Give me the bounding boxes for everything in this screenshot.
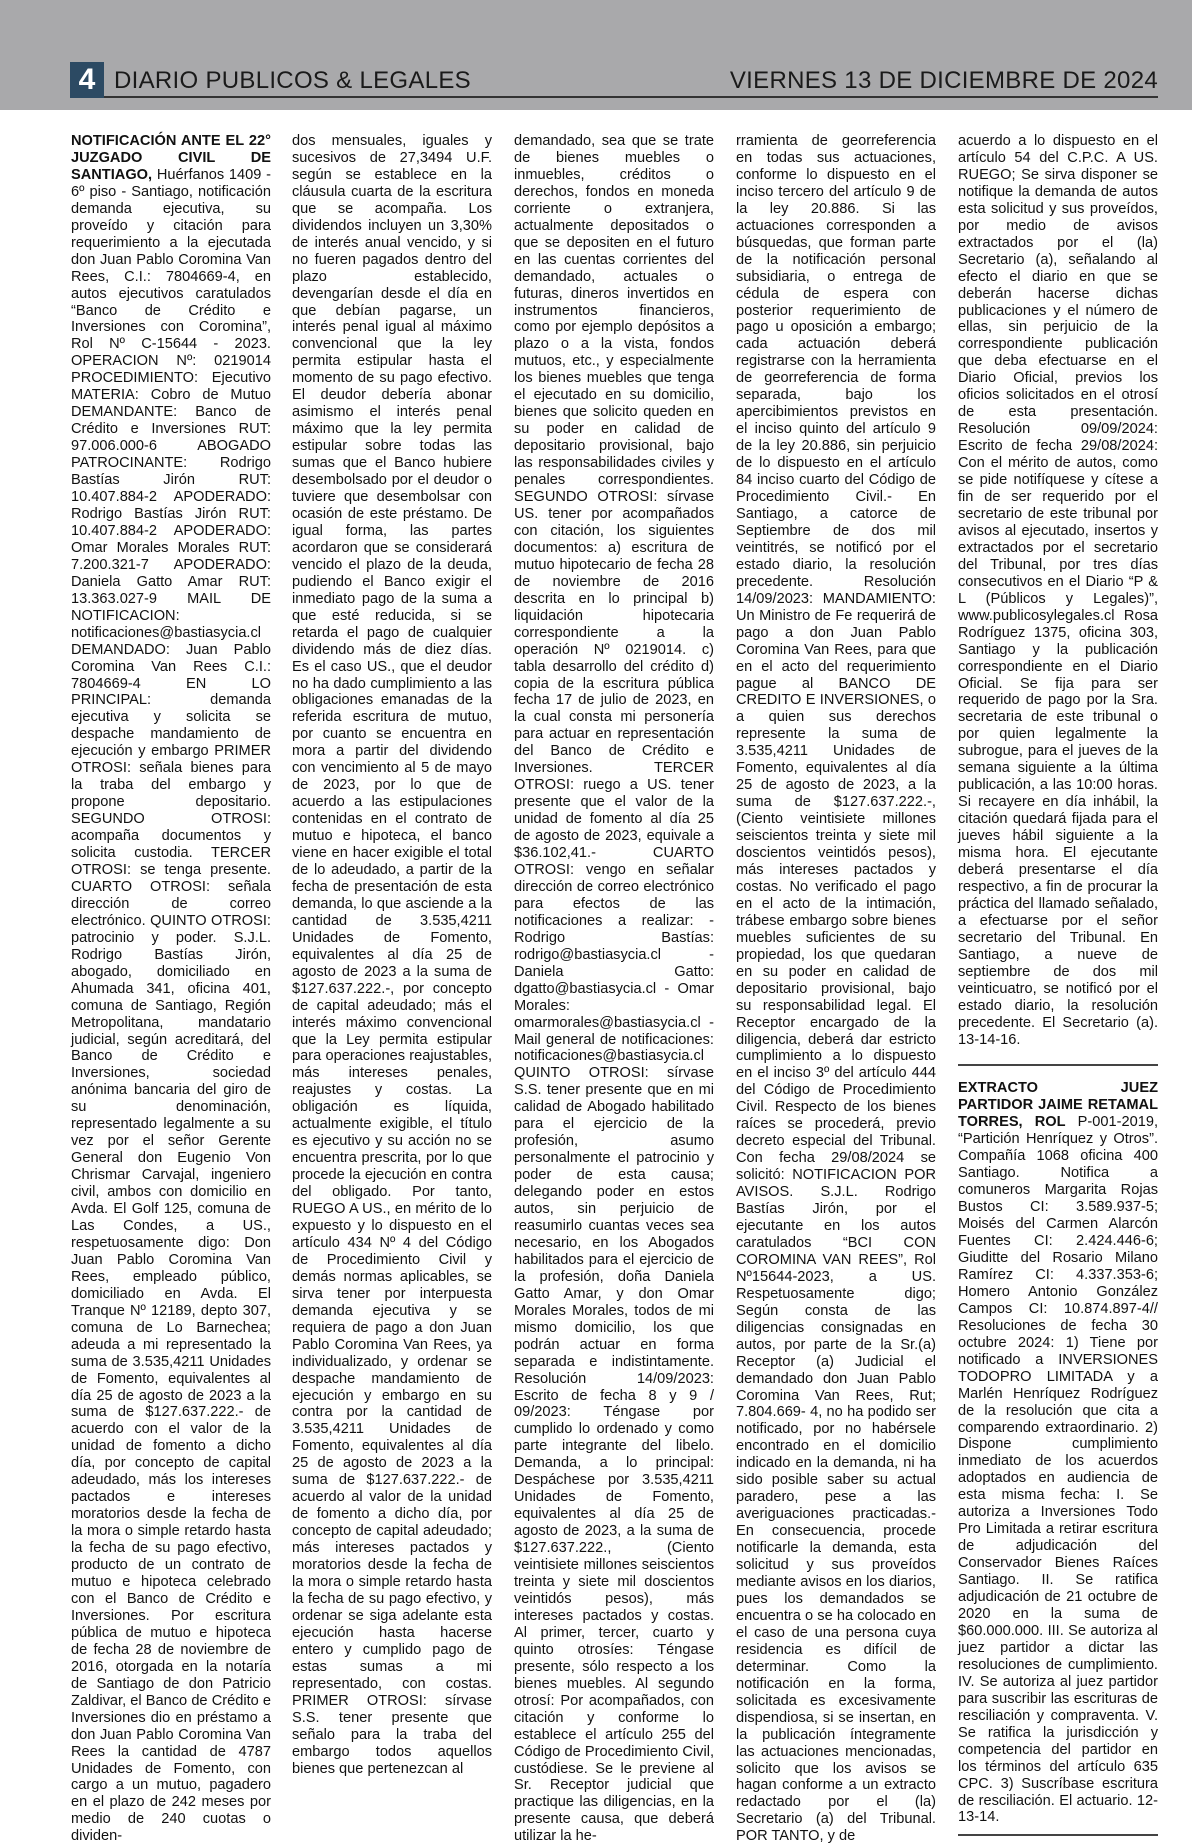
column-5 [958,133,1158,1826]
extracto-text: P-001-2019, “Partición Henríquez y Otros”. Compañía 1068 oficina 400 Santiago. Notifica a comuneros Margarita Rojas Bustos CI: 3.589.937-5; Moisés del Carmen Alarcón Fuentes CI: 2.424.446-6; Giuditte del Rosario Milano Ramírez CI: 4.337.353-6; Homero Antonio González Campos CI: 10.874.897-4// Resoluciones de fecha 30 octubre 2024: 1) Tiene por notificado a INVERSIONES TODOPRO LIMITADA y a Marlén Henríquez Rodríguez de la resolución que cita a comparendo extraordinario. 2) Dispone cumplimiento inmediato de los acuerdos adoptados en audiencia de esta misma fecha: I. Se autoriza a Inversiones Todo Pro Limitada a retirar escritura de adjudicación del Conservador Bienes Raíces Santiago. II. Se ratifica adjudicación de 21 octubre de 2020 en la suma de $60.000.000. III. Se autoriza al juez partidor a dictar las resoluciones de cumplimiento. IV. Se autoriza al juez partidor para suscribir las escrituras de resciliación y compraventa. V. Se ratifica la jurisdicción y competencia del partidor en los términos del artículo 635 CPC. 3) Suscríbase escritura de resciliación. El actuario. 12-13-14. [958,1114,1158,1826]
notice-text-cont: acuerdo a lo dispuesto en el artículo 54 del C.P.C. A US. RUEGO; Se sirva disponer se notifique la demanda de autos esta solicitud y sus proveídos, por medio de avisos extractados por el (la) Secretario (a), señalando al efecto el diario en que se deberán hacerse dichas publicaciones y el número de ellas, sin perjuicio de la correspondiente publicación que deba efectuarse en el Diario Oficial, previos los oficios solicitados en el otrosí de esta presentación. Resolución 09/09/2024: Escrito de fecha 29/08/2024: Con el mérito de autos, como se pide notifíquese y cítese a fin de ser requerido por el secretario de este tribunal por avisos al ejecutado, insertos y extractados por el secretario del Tribunal, por tres días consecutivos en el Diario “P & L (Públicos y Legales)”, www.publicosylegales.cl Rosa Rodríguez 1375, oficina 303, Santiago y la publicación correspondiente en el Diario Oficial. Se fija para ser requerido de pago por la Sra. secretaria de este tribunal o por quien legalmente la subrogue, para el jueves de la semana siguiente a la última publicación, a las 10:00 horas. Si recayere en día inhábil, la citación quedará fijada para el jueves hábil siguiente a la misma hora. El ejecutante deberá presentarse el día respectivo, a fin de procurar la práctica del llamado señalado, a efectuarse por el señor secretario del Tribunal. En Santiago, a nueve de septiembre de dos mil veinticuatro, se notificó por el estado diario, la resolución precedente. El Secretario (a). 13-14-16. [958,133,1158,1048]
column-2 [292,133,492,1777]
page-number: 4 [70,62,104,98]
notice-heading: NOTIFICACIÓN ANTE EL 22° JUZGADO CIVIL DE SANTIAGO, [71,133,271,183]
notice-paragraph [71,133,271,1845]
notice-text: Huérfanos 1409 - 6º piso - Santiago, notificación demanda ejecutiva, su proveído y citación para requerimiento a la ejecutada don Juan Pablo Coromina Van Rees, C.I.: 7804669-4, en autos ejecutivos caratulados “Banco de Crédito e Inversiones con Coromina”, Rol Nº C-15644 - 2023. OPERACION Nº: 0219014 PROCEDIMIENTO: Ejecutivo MATERIA: Cobro de Mutuo DEMANDANTE: Banco de Crédito e Inversiones RUT: 97.006.000-6 ABOGADO PATROCINANTE: Rodrigo Bastías Jirón RUT: 10.407.884-2 APODERADO: Rodrigo Bastías Jirón RUT: 10.407.884-2 APODERADO: Omar Morales Morales RUT: 7.200.321-7 APODERADO: Daniela Gatto Amar RUT: 13.363.027-9 MAIL DE NOTIFICACION: notificaciones@bastiasycia.cl DEMANDADO: Juan Pablo Coromina Van Rees C.I.: 7804669-4 EN LO PRINCIPAL: demanda ejecutiva y solicita se despache mandamiento de ejecución y embargo PRIMER OTROSI: señala bienes para la traba del embargo y propone depositario. SEGUNDO OTROSI: acompaña documentos y solicita custodia. TERCER OTROSI: se tenga presente. CUARTO OTROSI: señala dirección de correo electrónico. QUINTO OTROSI: patrocinio y poder. S.J.L. Rodrigo Bastías Jirón, abogado, domiciliado en Ahumada 341, oficina 401, comuna de Santiago, Región Metropolitana, mandatario judicial, según acreditará, del Banco de Crédito e Inversiones, sociedad anónima bancaria del giro de su denominación, representado legalmente a su vez por el señor Gerente General don Eugenio Von Chrismar Carvajal, ingeniero civil, ambos con domicilio en Avda. El Golf 125, comuna de Las Condes, a US., respetuosamente digo: Don Juan Pablo Coromina Van Rees, empleado público, domiciliado en Avda. El Tranque Nº 12189, depto 307, comuna de Lo Barnechea; adeuda a mi representado la suma de 3.535,4211 Unidades de Fomento, equivalentes al día 25 de agosto de 2023 a la suma de $127.637.222.- de acuerdo con el valor de la unidad de fomento a dicho día, por concepto de capital adeudado, más los intereses pactados e intereses moratorios desde la fecha de la mora o simple retardo hasta la fecha de su pago efectivo, producto de un contrato de mutuo e hipoteca celebrado con el Banco de Crédito e Inversiones. Por escritura pública de mutuo e hipoteca de fecha 28 de noviembre de 2016, otorgada en la notaría de Santiago de don Patricio Zaldivar, el Banco de Crédito e Inversiones dio en préstamo a don Juan Pablo Coromina Van Rees la cantidad de 4787 Unidades de Fomento, con cargo a un mutuo, pagadero en el plazo de 242 meses por medio de 240 cuotas o dividen- [71,166,271,1845]
column-4 [736,133,936,1845]
notice-text-cont: demandado, sea que se trate de bienes muebles o inmuebles, créditos o derechos, fondos en moneda corriente o extranjera, actualmente depositados o que se depositen en el futuro en las cuentas corrientes del demandado, actuales o futuras, dineros invertidos en instrumentos financieros, como por ejemplo depósitos a plazo o a la vista, fondos mutuos, etc., y especialmente los bienes muebles que tenga el ejecutado en su domicilio, bienes que solicito queden en su poder en calidad de depositario provisional, bajo las responsabilidades civiles y penales correspondientes. SEGUNDO OTROSI: sírvase US. tener por acompañados con citación, los siguientes documentos: a) escritura de mutuo hipotecario de fecha 28 de noviembre de 2016 descrita en lo principal b) liquidación hipotecaria correspondiente a la operación Nº 0219014. c) tabla desarrollo del crédito d) copia de la escritura pública fecha 17 de julio de 2023, en la cual consta mi personería para actuar en representación del Banco de Crédito e Inversiones. TERCER OTROSI: ruego a US. tener presente que el valor de la unidad de fomento al día 25 de agosto de 2023, equivale a $36.102,41.- CUARTO OTROSI: vengo en señalar dirección de correo electrónico para efectos de las notificaciones a realizar: - Rodrigo Bastías: rodrigo@bastiasycia.cl - Daniela Gatto: dgatto@bastiasycia.cl - Omar Morales: omarmorales@bastiasycia.cl - Mail general de notificaciones: notificaciones@bastiasycia.cl QUINTO OTROSI: sírvase S.S. tener presente que en mi calidad de Abogado habilitado para el ejercicio de la profesión, asumo personalmente el patrocinio y poder de esta causa; delegando poder en estos autos, sin perjuicio de reasumirlo cuantas veces sea necesario, en los Abogados habilitados para el ejercicio de la profesión, doña Daniela Gatto Amar, y don Omar Morales Morales, todos de mi mismo domicilio, los que podrán actuar en forma separada e indistintamente. Resolución 14/09/2023: Escrito de fecha 8 y 9 / 09/2023: Téngase por cumplido lo ordenado y como parte integrante del libelo. Demanda, a lo principal: Despáchese por 3.535,4211 Unidades de Fomento, equivalentes al día 25 de agosto de 2023, a la suma de $127.637.222., (Ciento veintisiete millones seiscientos treinta y siete mil doscientos veintidós pesos), más intereses pactados y costas. Al primer, tercer, cuarto y quinto otrosíes: Téngase presente, sólo respecto a los bienes muebles. Al segundo otrosí: Por acompañados, con citación y conforme lo establece el artículo 255 del Código de Procedimiento Civil, custódiese. Se le previene al Sr. Receptor judicial que practique las diligencias, en la presente causa, que deberá utilizar la he- [514,133,714,1845]
extracto-paragraph [958,1080,1158,1826]
notice-text-cont: dos mensuales, iguales y sucesivos de 27,3494 U.F. según se establece en la cláusula cuarta de la escritura que se acompaña. Los dividendos incluyen un 3,30% de interés anual vencido, y si no fueren pagados dentro del plazo establecido, devengarían desde el día en que debían pagarse, un interés penal igual al máximo convencional que la ley permita estipular hasta el momento de su pago efectivo. El deudor debería abonar asimismo el interés penal máximo que la ley permita estipular sobre todas las sumas que el Banco hubiere desembolsado por el deudor o tuviere que desembolsar con ocasión de este préstamo. De igual forma, las partes acordaron que se considerará vencido el plazo de la deuda, pudiendo el Banco exigir el inmediato pago de la suma a que esté reducida, si se retarda el pago de cualquier dividendo más de diez días. Es el caso US., que el deudor no ha dado cumplimiento a las obligaciones emanadas de la referida escritura de mutuo, por cuanto se encuentra en mora a partir del dividendo con vencimiento al 5 de mayo de 2023, por lo que de acuerdo a las estipulaciones contenidas en el contrato de mutuo e hipoteca, el banco viene en hacer exigible el total de lo adeudado, a partir de la fecha de presentación de esta demanda, lo que asciende a la cantidad de 3.535,4211 Unidades de Fomento, equivalentes al día 25 de agosto de 2023 a la suma de $127.637.222.-, por concepto de capital adeudado; más el interés máximo convencional que la Ley permita estipular para operaciones reajustables, más intereses penales, reajustes y costas. La obligación es líquida, actualmente exigible, el título es ejecutivo y su acción no se encuentra prescrita, por lo que procede la ejecución en contra del obligado. Por tanto, RUEGO A US., en mérito de lo expuesto y lo dispuesto en el artículo 434 Nº 4 del Código de Procedimiento Civil y demás normas aplicables, se sirva tener por interpuesta demanda ejecutiva y se requiera de pago a don Juan Pablo Coromina Van Rees, ya individualizado, y ordenar se despache mandamiento de ejecución y embargo en su contra por la cantidad de 3.535,4211 Unidades de Fomento, equivalentes al día 25 de agosto de 2023 a la suma de $127.637.222.- de acuerdo al valor de la unidad de fomento a dicho día, por concepto de capital adeudado; más intereses pactados y moratorios desde la fecha de la mora o simple retardo hasta la fecha de su pago efectivo, y ordenar se siga adelante esta ejecución hasta hacerse entero y cumplido pago de estas sumas a mi representado, con costas. PRIMER OTROSI: sírvase S.S. tener presente que señalo para la traba del embargo todos aquellos bienes que pertenezcan al [292,133,492,1777]
issue-date: VIERNES 13 DE DICIEMBRE DE 2024 [729,67,1158,94]
notice-text-cont: rramienta de georreferencia en todas sus actuaciones, conforme lo dispuesto en el inciso tercero del artículo 9 de la ley 20.886. Si las actuaciones corresponden a búsquedas, que forman parte de la notificación personal subsidiaria, o entrega de cédula de espera con posterior requerimiento de pago u oposición a embargo; cada actuación deberá registrarse con la herramienta de georreferencia de forma separada, bajo los apercibimientos previstos en el inciso quinto del artículo 9 de la ley 20.886, sin perjuicio de lo dispuesto en el artículo 84 inciso cuarto del Código de Procedimiento Civil.- En Santiago, a catorce de Septiembre de dos mil veintitrés, se notificó por el estado diario, la resolución precedente. Resolución 14/09/2023: MANDAMIENTO: Un Ministro de Fe requerirá de pago a don Juan Pablo Coromina Van Rees, para que en el acto del requerimiento pague al BANCO DE CREDITO E INVERSIONES, o a quien sus derechos represente la suma de 3.535,4211 Unidades de Fomento, equivalentes al día 25 de agosto de 2023, a la suma de $127.637.222.-, (Ciento veintisiete millones seiscientos treinta y siete mil doscientos veintidós pesos), más intereses pactados y costas. No verificado el pago en el acto de la intimación, trábese embargo sobre bienes muebles suficientes de su propiedad, los que quedaran en su poder en calidad de depositario provisional, bajo su responsabilidad legal. El Receptor encargado de la diligencia, deberá dar estricto cumplimiento a lo dispuesto en el inciso 3º del artículo 444 del Código de Procedimiento Civil. Respecto de los bienes raíces se procederá, previo decreto especial del Tribunal. Con fecha 29/08/2024 se solicitó: NOTIFICACION POR AVISOS. S.J.L. Rodrigo Bastías Jirón, por el ejecutante en los autos caratulados “BCI CON COROMINA VAN REES”, Rol Nº15644-2023, a US. Respetuosamente digo; Según consta de las diligencias consignadas en autos, por parte de la Sr.(a) Receptor (a) Judicial el demandado don Juan Pablo Coromina Van Rees, Rut; 7.804.669- 4, no ha podido ser notificado, por no habérsele encontrado en el domicilio indicado en la demanda, ni ha sido posible saber su actual paradero, pese a las averiguaciones practicadas.- En consecuencia, procede notificarle la demanda, esta solicitud y sus proveídos mediante avisos en los diarios, pues los demandados se encuentra o se ha colocado en el caso de una persona cuya residencia es difícil de determinar. Como la notificación en la forma, solicitada es excesivamente dispendiosa, si se insertan, en la publicación íntegramente las actuaciones mencionadas, solicito que los avisos se hagan conforme a un extracto redactado por el (la) Secretario (a) del Tribunal. POR TANTO, y de [736,133,936,1845]
publication-title: DIARIO PUBLICOS & LEGALES [114,67,471,94]
column-3 [514,133,714,1845]
header-divider [104,96,1158,98]
column-end-divider [958,1834,1158,1836]
article-divider [958,1064,1158,1066]
page-header [70,62,1158,98]
column-1 [71,133,271,1845]
extracto-heading: EXTRACTO JUEZ PARTIDOR JAIME RETAMAL TORRES, ROL [958,1080,1158,1131]
